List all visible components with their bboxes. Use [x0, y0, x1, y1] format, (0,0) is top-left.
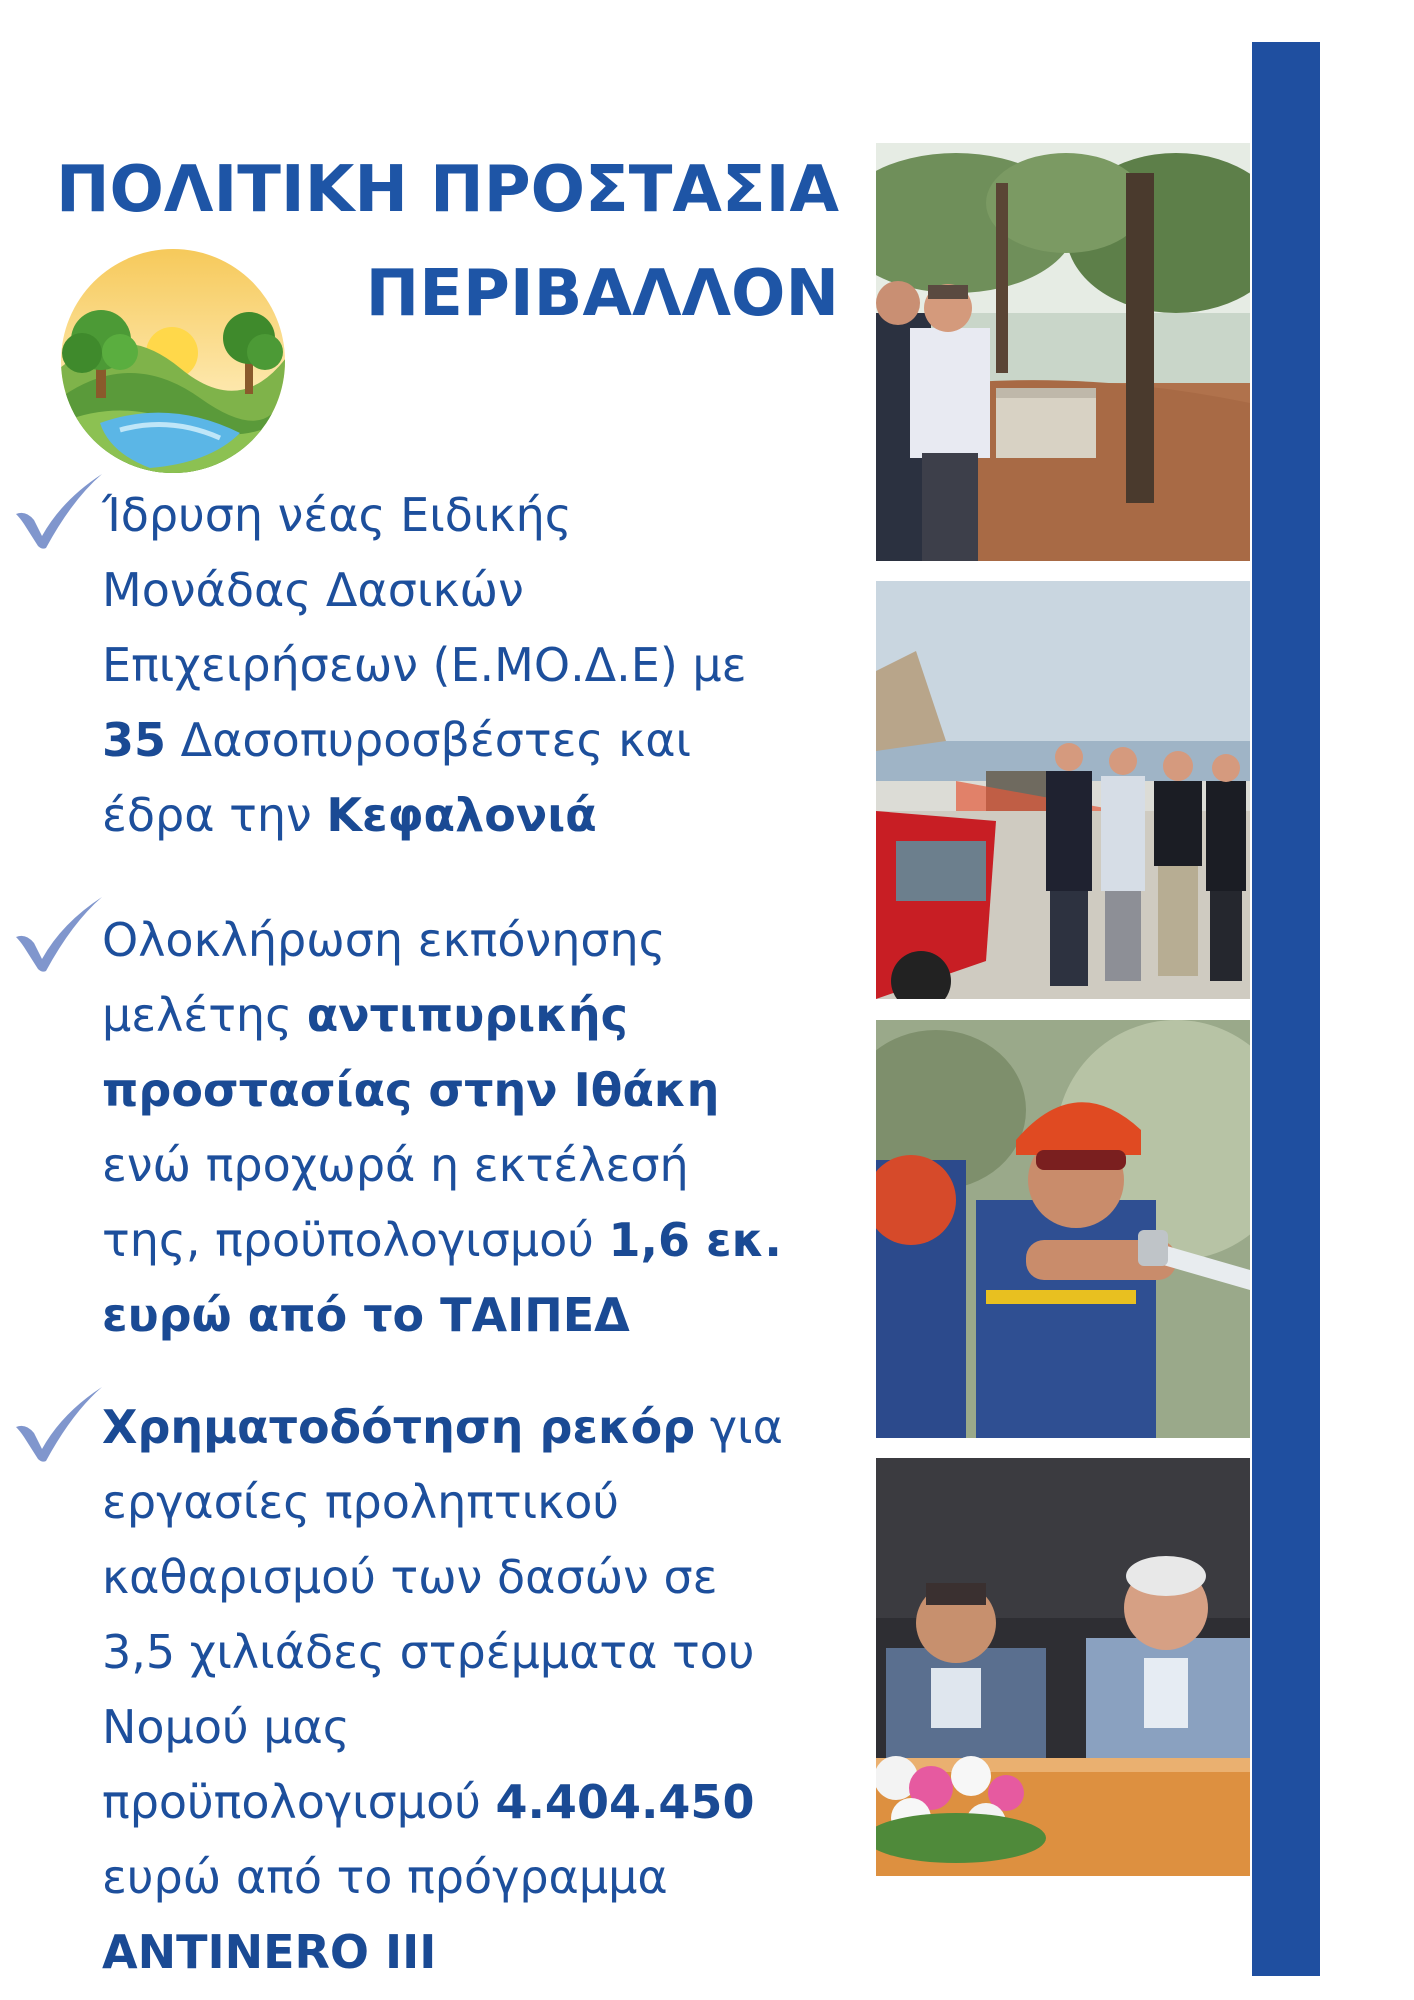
highlight-place: Κεφαλονιά: [326, 788, 597, 842]
text-line: προστασίας στην Ιθάκη: [102, 1063, 720, 1117]
bullet-item-funding: [102, 1390, 783, 1990]
checkmark-icon: [12, 1383, 104, 1463]
text-line: ευρώ από το πρόγραμμα: [102, 1850, 668, 1904]
page-title-line2: ΠΕΡΙΒΑΛΛΟΝ: [365, 257, 839, 331]
checkmark-icon: [12, 470, 104, 550]
highlight-number: 35: [102, 713, 167, 767]
text-line: εργασίες προληπτικού: [102, 1475, 620, 1529]
text-line: Ολοκλήρωση εκπόνησης: [102, 913, 666, 967]
accent-bar: [1252, 42, 1320, 1976]
text-line: Μονάδας Δασικών: [102, 563, 524, 617]
bullet-item-ithaca: [102, 903, 782, 1353]
checkmark-icon: [12, 893, 104, 973]
text-line: 35 Δασοπυροσβέστες και: [102, 713, 692, 767]
text-line: Χρηματοδότηση ρεκόρ για: [102, 1400, 783, 1454]
photo-press-conference: [876, 1458, 1250, 1876]
page-title-line1: ΠΟΛΙΤΙΚΗ ΠΡΟΣΤΑΣΙΑ: [55, 153, 839, 227]
photo-site-inspection: [876, 581, 1250, 999]
bullet-item-emode: [102, 478, 747, 853]
text-line: Ίδρυση νέας Ειδικής: [102, 488, 572, 542]
text-line: Νομού μας: [102, 1700, 350, 1754]
landscape-icon: [60, 248, 286, 474]
text-line: μελέτης αντιπυρικής: [102, 988, 628, 1042]
text-line: ευρώ από το ΤΑΙΠΕΔ: [102, 1288, 630, 1342]
text-line: έδρα την Κεφαλονιά: [102, 788, 597, 842]
text-line: 3,5 χιλιάδες στρέμματα του: [102, 1625, 755, 1679]
text-line: προϋπολογισμού 4.404.450: [102, 1775, 755, 1829]
text-line: καθαρισμού των δασών σε: [102, 1550, 718, 1604]
text-line: ενώ προχωρά η εκτέλεσή: [102, 1138, 689, 1192]
text-line: ANTINERO III: [102, 1925, 437, 1979]
text-line: Επιχειρήσεων (Ε.ΜΟ.Δ.Ε) με: [102, 638, 747, 692]
text-line: της, προϋπολογισμού 1,6 εκ.: [102, 1213, 782, 1267]
photo-forest-visit: [876, 143, 1250, 561]
photo-firefighter: [876, 1020, 1250, 1438]
